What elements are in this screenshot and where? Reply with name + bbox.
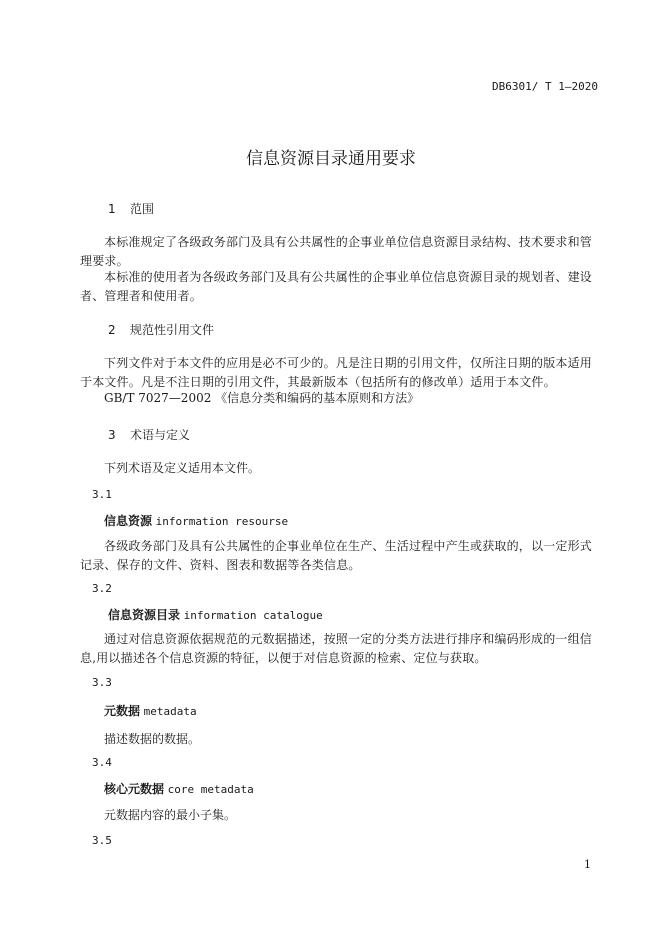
page-title: 信息资源目录通用要求 bbox=[246, 149, 416, 169]
normative-reference-item: GB/T 7027—2002 《信息分类和编码的基本原则和方法》 bbox=[104, 391, 420, 405]
term-heading bbox=[108, 606, 323, 623]
term-zh: 信息资源目录 bbox=[108, 608, 181, 622]
term-definition: 描述数据的数据。 bbox=[104, 732, 201, 746]
term-zh: 信息资源 bbox=[104, 514, 153, 528]
term-zh: 元数据 bbox=[104, 704, 141, 718]
section-heading-terms bbox=[108, 426, 190, 443]
section-heading-normative-references bbox=[108, 321, 214, 338]
term-heading bbox=[104, 702, 197, 719]
terms-intro: 下列术语及定义适用本文件。 bbox=[104, 461, 261, 475]
page-number: 1 bbox=[584, 858, 591, 871]
normative-paragraph: 下列文件对于本文件的应用是必不可少的。凡是注日期的引用文件，仅所注日期的版本适用于本文件。凡是不注日期的引用文件，其最新版本（包括所有的修改单）适用于本文件。 bbox=[80, 356, 593, 389]
section-number: 1 bbox=[108, 202, 116, 216]
section-number: 3 bbox=[108, 428, 116, 442]
scope-paragraph-2: 本标准的使用者为各级政务部门及具有公共属性的企事业单位信息资源目录的规划者、建设者、管理者和使用者。 bbox=[80, 270, 593, 303]
term-number: 3.3 bbox=[92, 676, 112, 689]
term-number: 3.5 bbox=[92, 834, 112, 847]
term-heading bbox=[104, 512, 288, 529]
term-number: 3.2 bbox=[92, 582, 112, 595]
section-title: 范围 bbox=[130, 202, 155, 216]
term-definition: 元数据内容的最小子集。 bbox=[104, 808, 237, 822]
section-heading-scope bbox=[108, 200, 154, 217]
term-heading bbox=[104, 780, 254, 797]
term-number: 3.4 bbox=[92, 756, 112, 769]
section-title: 术语与定义 bbox=[130, 428, 191, 442]
term-number: 3.1 bbox=[92, 488, 112, 501]
term-definition: 通过对信息资源依据规范的元数据描述，按照一定的分类方法进行排序和编码形成的一组信息,用以描述各个信息资源的特征，以便于对信息资源的检索、定位与获取。 bbox=[80, 632, 593, 665]
term-en: metadata bbox=[143, 705, 197, 718]
term-definition: 各级政务部门及具有公共属性的企事业单位在生产、生活过程中产生或获取的，以一定形式记录、保存的文件、资料、图表和数据等各类信息。 bbox=[80, 539, 593, 572]
section-number: 2 bbox=[108, 323, 116, 337]
term-en: information catalogue bbox=[183, 609, 323, 622]
document-code: DB6301/ T 1—2020 bbox=[492, 80, 598, 93]
scope-paragraph-1: 本标准规定了各级政务部门及具有公共属性的企事业单位信息资源目录结构、技术要求和管理要求。 bbox=[80, 235, 593, 268]
section-title: 规范性引用文件 bbox=[130, 323, 215, 337]
term-en: information resourse bbox=[155, 515, 289, 528]
term-zh: 核心元数据 bbox=[104, 782, 165, 796]
term-en: core metadata bbox=[167, 783, 254, 796]
